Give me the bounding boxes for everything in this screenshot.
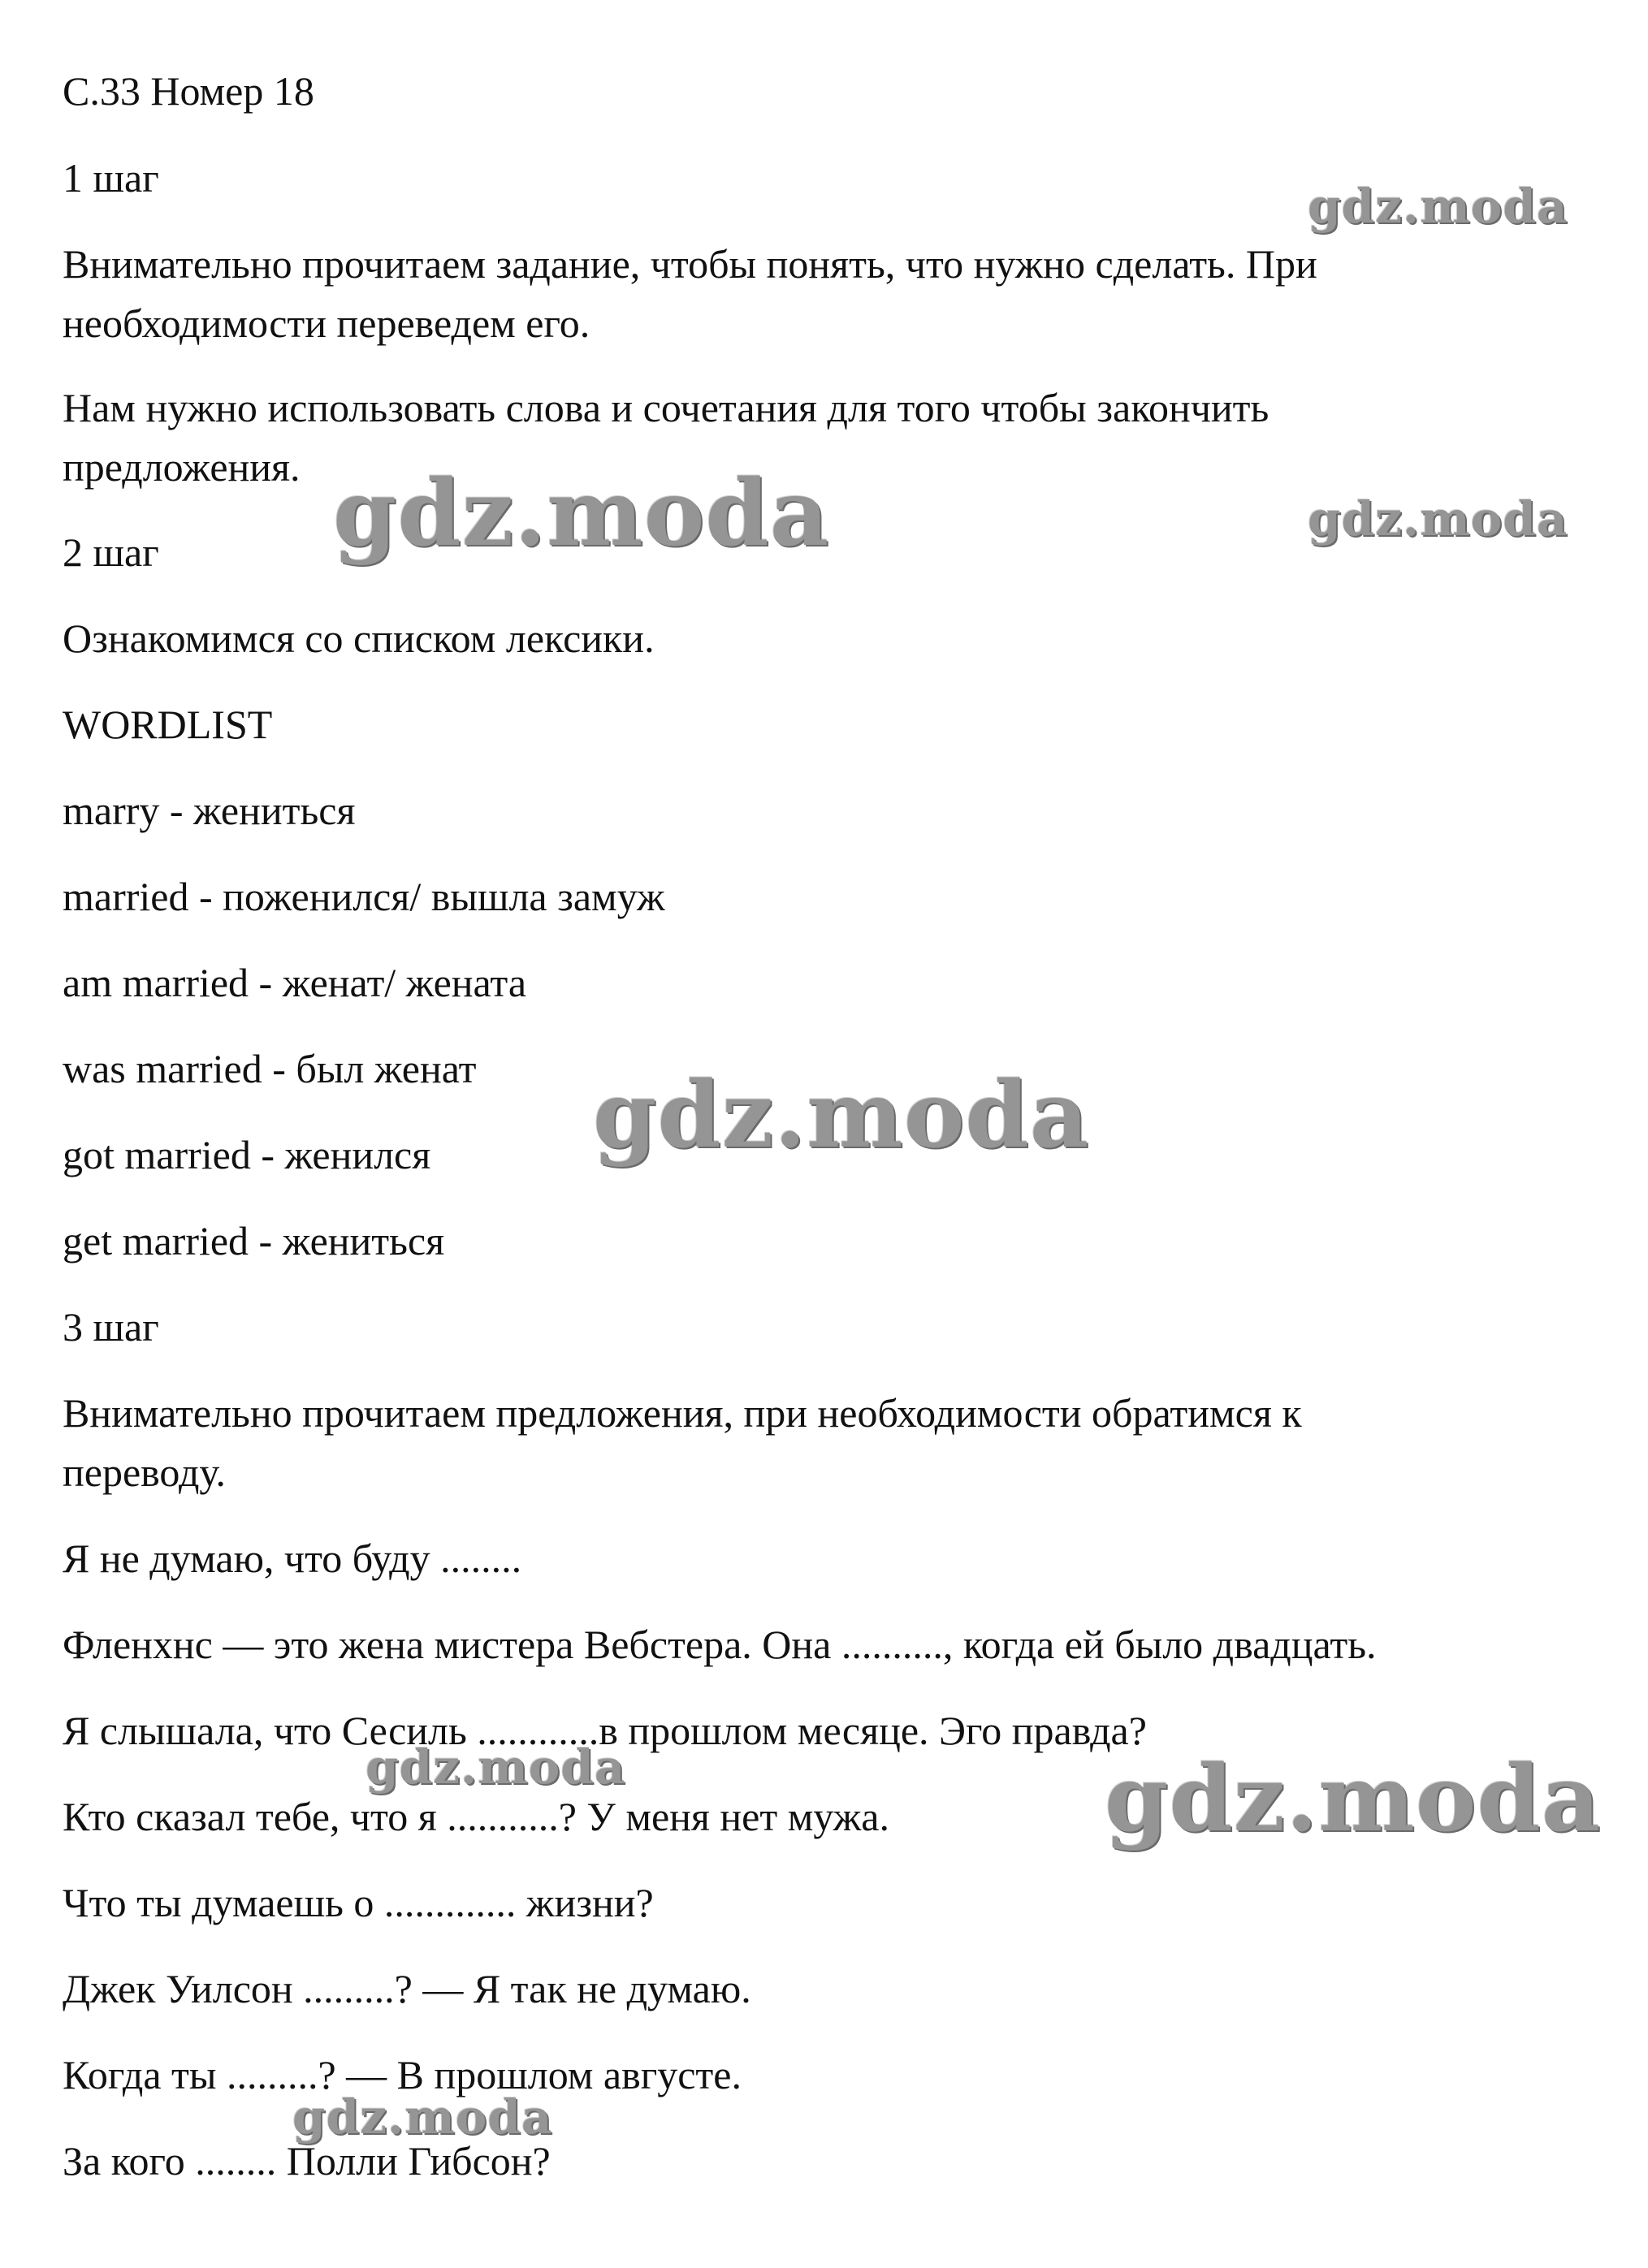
sentence-item: Джек Уилсон .........? — Я так не думаю. (63, 1966, 751, 2011)
step-1-paragraph-1-line-1: Внимательно прочитаем задание, чтобы понять, что нужно сделать. При (63, 241, 1317, 287)
step-3-intro-line-2: переводу. (63, 1449, 226, 1495)
watermark: gdz.moda (292, 2089, 553, 2145)
sentence-item: Что ты думаешь о ............. жизни? (63, 1880, 654, 1925)
wordlist-item: get married - жениться (63, 1218, 445, 1264)
sentence-item: Кто сказал тебе, что я ...........? У меня нет мужа. (63, 1794, 889, 1839)
wordlist-item: am married - женат/ жената (63, 960, 527, 1005)
wordlist-item: got married - женился (63, 1132, 431, 1177)
sentence-item: Я слышала, что Сесиль ............в прошлом месяце. Эго правда? (63, 1708, 1147, 1753)
watermark: gdz.moda (366, 1739, 626, 1795)
sentence-item: Я не думаю, что буду ........ (63, 1536, 522, 1581)
step-2-title: 2 шаг (63, 529, 159, 575)
step-3-title: 3 шаг (63, 1304, 159, 1350)
watermark: gdz.moda (1308, 179, 1568, 234)
step-1-paragraph-2-line-1: Нам нужно использовать слова и сочетания для того чтобы закончить (63, 385, 1270, 430)
page-header: С.33 Номер 18 (63, 68, 314, 114)
step-1-paragraph-1-line-2: необходимости переведем его. (63, 300, 590, 346)
step-3-intro-line-1: Внимательно прочитаем предложения, при необходимости обратимся к (63, 1390, 1302, 1436)
step-1-paragraph-2-line-2: предложения. (63, 444, 301, 490)
watermark: gdz.moda (333, 460, 830, 567)
step-2-intro: Ознакомимся со списком лексики. (63, 616, 655, 661)
sentence-item: Когда ты .........? — В прошлом августе. (63, 2052, 742, 2097)
wordlist-item: marry - жениться (63, 788, 356, 833)
step-1-title: 1 шаг (63, 155, 159, 201)
watermark: gdz.moda (1105, 1746, 1602, 1852)
watermark: gdz.moda (1308, 491, 1568, 546)
sentence-item: За кого ........ Полли Гибсон? (63, 2138, 551, 2184)
watermark: gdz.moda (593, 1062, 1090, 1169)
sentence-item: Фленхнс — это жена мистера Вебстера. Она .........., когда ей было двадцать. (63, 1622, 1377, 1667)
wordlist-item: was married - был женат (63, 1046, 477, 1091)
wordlist-item: married - поженился/ вышла замуж (63, 874, 665, 919)
wordlist-title: WORDLIST (63, 702, 273, 747)
